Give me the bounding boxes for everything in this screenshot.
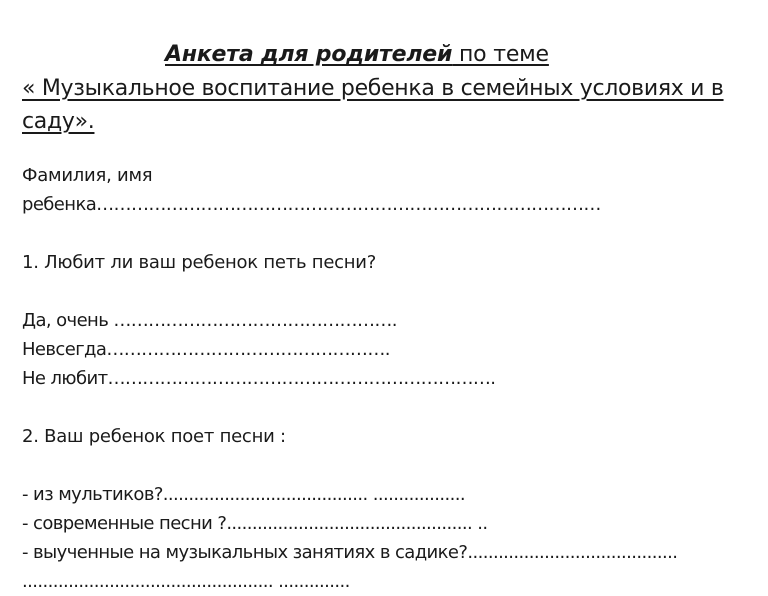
q2-option-3: - выученные на музыкальных занятиях в садике?......................................... — [22, 542, 678, 563]
questionnaire-body — [22, 161, 752, 596]
q2-option-2: - современные песни ?................................................ .. — [22, 513, 488, 534]
child-name-field: ребенка…………………………………………………………………………… — [22, 194, 601, 215]
q1-option-1: Да, очень …………………………………………. — [22, 310, 397, 331]
q1-option-2: Невсегда…………………………………………. — [22, 339, 390, 360]
questionnaire-subtitle: « Музыкальное воспитание ребенка в семейных условиях и в саду». — [22, 76, 724, 134]
title-strong-text: Анкета для родителей — [165, 42, 453, 67]
question-1: 1. Любит ли ваш ребенок петь песни? — [22, 252, 377, 273]
questionnaire-page — [22, 40, 752, 596]
q1-option-3: Не любит…………………………………………………………. — [22, 368, 496, 389]
q2-option-1: - из мультиков?........................................ .................. — [22, 484, 465, 505]
title-rest-text: по теме — [452, 42, 549, 67]
question-2: 2. Ваш ребенок поет песни : — [22, 426, 286, 447]
questionnaire-title — [22, 40, 752, 70]
q2-option-3-continued: ................................................. .............. — [22, 571, 350, 592]
child-name-label: Фамилия, имя — [22, 165, 153, 186]
